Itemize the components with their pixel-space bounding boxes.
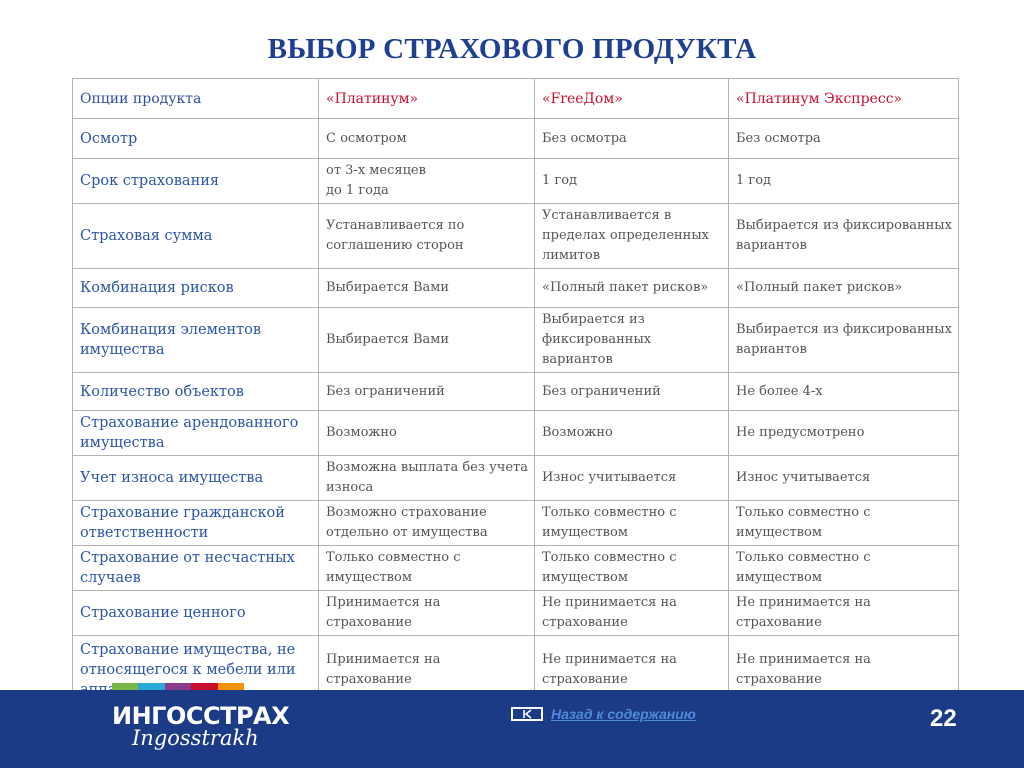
value-platinum: Устанавливается по соглашению сторон <box>319 204 535 269</box>
value-freedom: Устанавливается в пределах определенных лимитов <box>535 204 729 269</box>
value-platinum-express: Без осмотра <box>729 119 959 159</box>
table-row <box>73 411 959 456</box>
value-freedom: Только совместно с имуществом <box>535 546 729 591</box>
value-freedom: Без осмотра <box>535 119 729 159</box>
value-platinum-express: «Полный пакет рисков» <box>729 269 959 308</box>
value-platinum: Только совместно с имуществом <box>319 546 535 591</box>
header-product-platinum: «Платинум» <box>319 79 535 119</box>
brand-stripe <box>138 683 164 690</box>
table-row <box>73 159 959 204</box>
value-platinum-express: Не принимается на страхование <box>729 591 959 636</box>
table-row <box>73 373 959 411</box>
value-freedom: «Полный пакет рисков» <box>535 269 729 308</box>
back-to-contents-link[interactable] <box>511 706 696 722</box>
option-label: Осмотр <box>73 119 319 159</box>
header-options-label: Опции продукта <box>73 79 319 119</box>
brand-stripe <box>191 683 217 690</box>
table-row <box>73 308 959 373</box>
table-header-row <box>73 79 959 119</box>
value-freedom: 1 год <box>535 159 729 204</box>
option-label: Страхование ценного <box>73 591 319 636</box>
value-freedom: Не принимается на страхование <box>535 636 729 704</box>
value-freedom: Только совместно с имуществом <box>535 501 729 546</box>
value-freedom: Без ограничений <box>535 373 729 411</box>
page-number: 22 <box>930 705 957 732</box>
value-platinum: Возможно страхование отдельно от имущества <box>319 501 535 546</box>
value-freedom: Не принимается на страхование <box>535 591 729 636</box>
product-comparison-table <box>72 78 959 704</box>
value-platinum-express: Выбирается из фиксированных вариантов <box>729 204 959 269</box>
option-label: Страхование имущества, не относящегося к мебели или <box>73 636 319 704</box>
value-platinum-express: Не более 4-х <box>729 373 959 411</box>
value-platinum: Возможна выплата без учета износа <box>319 456 535 501</box>
value-platinum: Принимается на страхование <box>319 591 535 636</box>
table-row <box>73 204 959 269</box>
value-platinum-express: Износ учитывается <box>729 456 959 501</box>
option-label: Комбинация элементов имущества <box>73 308 319 373</box>
value-platinum-express: Выбирается из фиксированных вариантов <box>729 308 959 373</box>
value-freedom: Износ учитывается <box>535 456 729 501</box>
option-label: Страхование гражданской ответственности <box>73 501 319 546</box>
value-platinum: С осмотром <box>319 119 535 159</box>
value-platinum-express: 1 год <box>729 159 959 204</box>
brand-stripe <box>218 683 244 690</box>
option-label: Учет износа имущества <box>73 456 319 501</box>
value-platinum: Выбирается Вами <box>319 308 535 373</box>
header-product-freedom: «FreeДом» <box>535 79 729 119</box>
table-row <box>73 546 959 591</box>
table-row <box>73 456 959 501</box>
header-product-platinum-express: «Платинум Экспресс» <box>729 79 959 119</box>
value-freedom: Возможно <box>535 411 729 456</box>
table-row <box>73 119 959 159</box>
back-to-start-icon[interactable] <box>511 707 543 721</box>
value-platinum: Принимается на страхование <box>319 636 535 704</box>
brand-stripe <box>112 683 138 690</box>
value-freedom: Выбирается из фиксированных вариантов <box>535 308 729 373</box>
value-platinum: от 3-х месяцев до 1 года <box>319 159 535 204</box>
product-comparison-table-wrap <box>72 78 958 687</box>
back-to-contents-text[interactable]: Назад к содержанию <box>551 706 696 722</box>
value-platinum: Выбирается Вами <box>319 269 535 308</box>
option-label: Страхование арендованного имущества <box>73 411 319 456</box>
company-logo-script: Ingosstrakh <box>132 726 259 750</box>
table-row <box>73 269 959 308</box>
option-label: Страхование от несчастных случаев <box>73 546 319 591</box>
brand-color-stripes <box>112 683 244 690</box>
table-row <box>73 591 959 636</box>
slide-title: ВЫБОР СТРАХОВОГО ПРОДУКТА <box>267 33 757 65</box>
value-platinum-express: Не предусмотрено <box>729 411 959 456</box>
value-platinum-express: Только совместно с имуществом <box>729 546 959 591</box>
value-platinum: Без ограничений <box>319 373 535 411</box>
company-logo: ИНГОССТРАХ <box>112 702 290 730</box>
option-label: Страховая сумма <box>73 204 319 269</box>
option-label: Количество объектов <box>73 373 319 411</box>
value-platinum-express: Только совместно с имуществом <box>729 501 959 546</box>
table-row <box>73 501 959 546</box>
option-label: Комбинация рисков <box>73 269 319 308</box>
brand-stripe <box>165 683 191 690</box>
value-platinum: Возможно <box>319 411 535 456</box>
option-label: Срок страхования <box>73 159 319 204</box>
value-platinum-express: Не принимается на страхование <box>729 636 959 704</box>
